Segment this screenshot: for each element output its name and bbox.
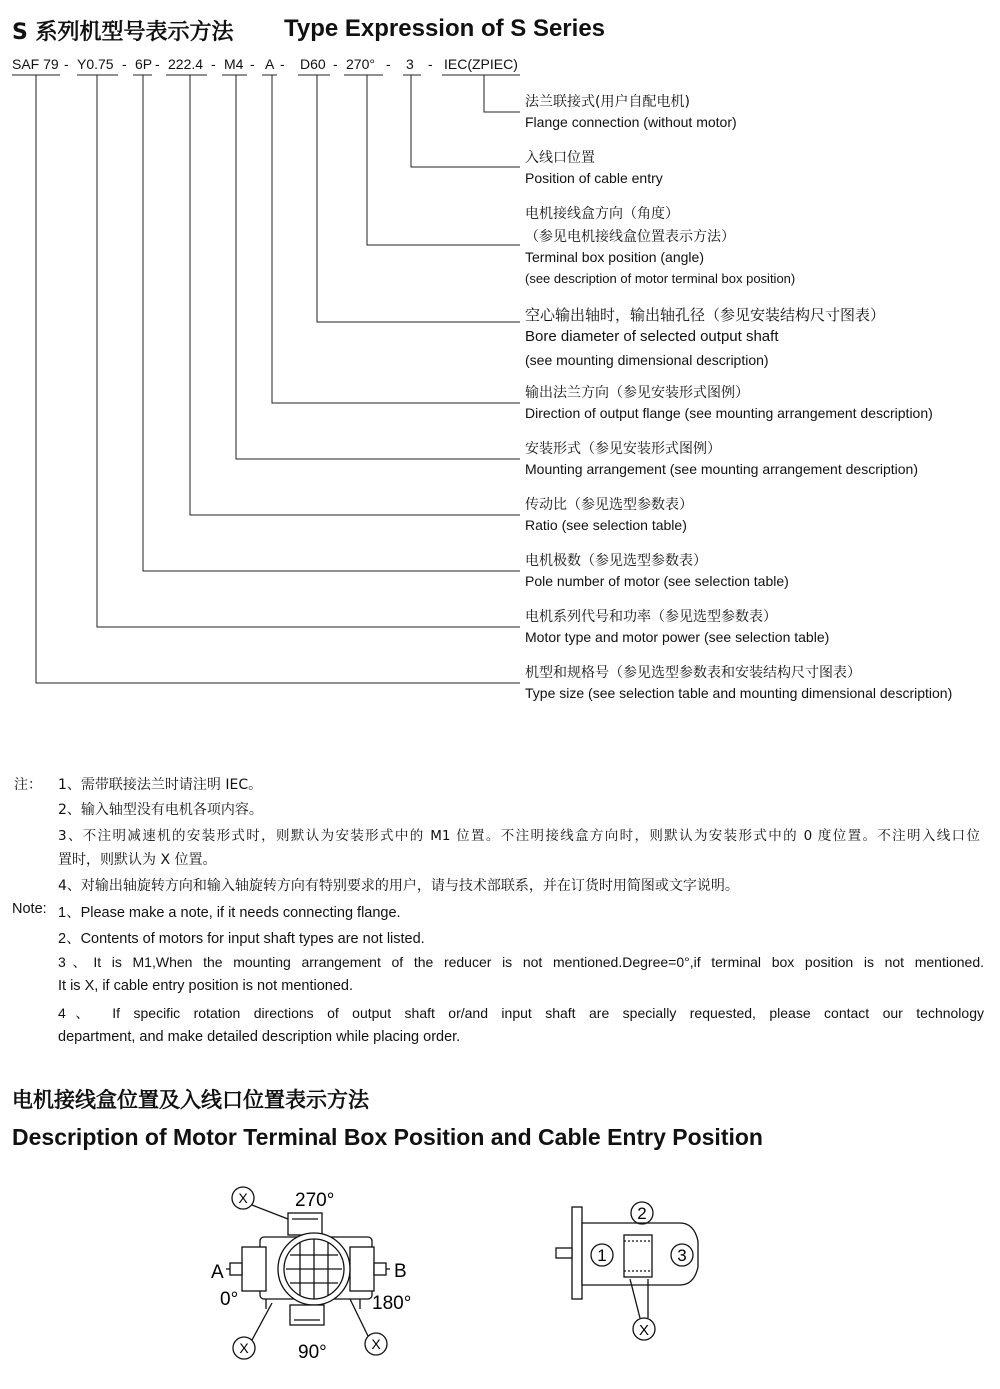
code-type-size: SAF 79 <box>12 56 59 72</box>
x-label-top: X <box>238 1190 248 1206</box>
note-cn-3-cont: 置时，则默认为 X 位置。 <box>58 852 217 868</box>
desc-en-type-size: Type size (see selection table and mounting dimensional description) <box>525 685 953 701</box>
desc-en-terminal-box-ref: (see description of motor terminal box position) <box>525 271 796 286</box>
section2-title-cn: 电机接线盒位置及入线口位置表示方法 <box>12 1088 369 1112</box>
angle-270-label: 270° <box>295 1190 335 1211</box>
code-sep: - <box>211 56 216 72</box>
code-sep: - <box>333 56 338 72</box>
desc-cn-cable-entry: 入线口位置 <box>525 150 595 166</box>
section2-title-en: Description of Motor Terminal Box Position and Cable Entry Position <box>12 1124 763 1150</box>
desc-en-cable-entry: Position of cable entry <box>525 170 663 186</box>
code-angle: 270° <box>346 56 375 72</box>
note-en-1: 1、Please make a note, if it needs connecting flange. <box>58 905 401 921</box>
note-cn-2: 2、输入轴型没有电机各项内容。 <box>58 802 263 818</box>
desc-en-poles: Pole number of motor (see selection table) <box>525 573 789 589</box>
desc-cn-mounting: 安装形式（参见安装形式图例） <box>525 441 721 457</box>
note-cn-4: 4、对输出轴旋转方向和输入轴旋转方向有特别要求的用户，请与技术部联系，并在订货时用简图或文字说明。 <box>58 878 739 894</box>
desc-cn-bore: 空心输出轴时，输出轴孔径（参见安装结构尺寸图表） <box>525 306 886 324</box>
terminal-box-position-diagram <box>200 1175 440 1375</box>
code-sep: - <box>64 56 69 72</box>
desc-cn-flange: 法兰联接式(用户自配电机) <box>525 94 690 110</box>
desc-en-bore-ref: (see mounting dimensional description) <box>525 352 769 368</box>
x-label-right: X <box>371 1336 381 1352</box>
desc-en-mounting: Mounting arrangement (see mounting arrangement description) <box>525 461 918 477</box>
code-flange: IEC(ZPIEC) <box>444 56 518 72</box>
code-bore: D60 <box>300 56 326 72</box>
cable-entry-position-diagram <box>550 1195 710 1355</box>
desc-en-motor-type: Motor type and motor power (see selection table) <box>525 629 830 645</box>
code-sep: - <box>155 56 160 72</box>
notes-cn-label: 注： <box>14 777 42 793</box>
code-sep: - <box>250 56 255 72</box>
position-b-label: B <box>394 1261 407 1282</box>
position-1-label: 1 <box>597 1246 607 1265</box>
title-en: Type Expression of S Series <box>284 15 606 42</box>
desc-en-bore: Bore diameter of selected output shaft <box>525 328 779 345</box>
x-label-left: X <box>239 1340 249 1356</box>
angle-0-label: 0° <box>220 1289 239 1310</box>
code-poles: 6P <box>135 56 153 72</box>
angle-90-label: 90° <box>298 1342 327 1363</box>
note-en-3: 3、It is M1,When the mounting arrangement of the reducer is not mentioned.Degree=0°,if terminal box position is not mentioned. <box>58 954 984 970</box>
angle-180-label: 180° <box>372 1293 412 1314</box>
desc-cn-type-size: 机型和规格号（参见选型参数表和安装结构尺寸图表） <box>525 665 861 681</box>
code-mounting: M4 <box>224 56 244 72</box>
desc-cn-motor-type: 电机系列代号和功率（参见选型参数表） <box>525 609 777 625</box>
desc-cn-terminal-box-ref: （参见电机接线盒位置表示方法） <box>525 229 735 245</box>
desc-en-flange: Flange connection (without motor) <box>525 114 737 130</box>
position-3-label: 3 <box>677 1246 687 1265</box>
desc-cn-terminal-box: 电机接线盒方向（角度） <box>525 206 679 222</box>
code-sep: - <box>280 56 285 72</box>
x-label: X <box>638 1322 650 1339</box>
note-cn-1: 1、需带联接法兰时请注明 IEC。 <box>58 777 263 793</box>
desc-cn-flange-dir: 输出法兰方向（参见安装形式图例） <box>525 385 749 401</box>
title-cn: S 系列机型号表示方法 <box>12 20 234 45</box>
code-sep: - <box>386 56 391 72</box>
position-a-label: A <box>211 1262 224 1283</box>
position-2-label: 2 <box>637 1204 647 1223</box>
code-sep: - <box>428 56 433 72</box>
note-en-4: 4、 If specific rotation directions of output shaft or/and input shaft are specially requested, please contact our technology <box>58 1005 984 1021</box>
code-sep: - <box>122 56 127 72</box>
code-ratio: 222.4 <box>168 56 204 72</box>
desc-en-terminal-box: Terminal box position (angle) <box>525 249 704 265</box>
note-en-2: 2、Contents of motors for input shaft types are not listed. <box>58 931 425 947</box>
notes-en-label: Note: <box>12 901 47 917</box>
desc-cn-poles: 电机极数（参见选型参数表） <box>525 553 707 569</box>
note-cn-3: 3、不注明减速机的安装形式时，则默认为安装形式中的 M1 位置。不注明接线盒方向时，则默认为安装形式中的 0 度位置。不注明入线口位 <box>58 828 980 844</box>
desc-en-flange-dir: Direction of output flange (see mounting arrangement description) <box>525 405 933 421</box>
note-en-4-cont: department, and make detailed description while placing order. <box>58 1029 461 1045</box>
code-cable-entry: 3 <box>406 56 414 72</box>
desc-en-ratio: Ratio (see selection table) <box>525 517 687 533</box>
code-motor-power: Y0.75 <box>77 56 114 72</box>
note-en-3-cont: It is X, if cable entry position is not mentioned. <box>58 978 353 994</box>
code-flange-dir: A <box>265 56 275 72</box>
desc-cn-ratio: 传动比（参见选型参数表） <box>525 497 693 513</box>
